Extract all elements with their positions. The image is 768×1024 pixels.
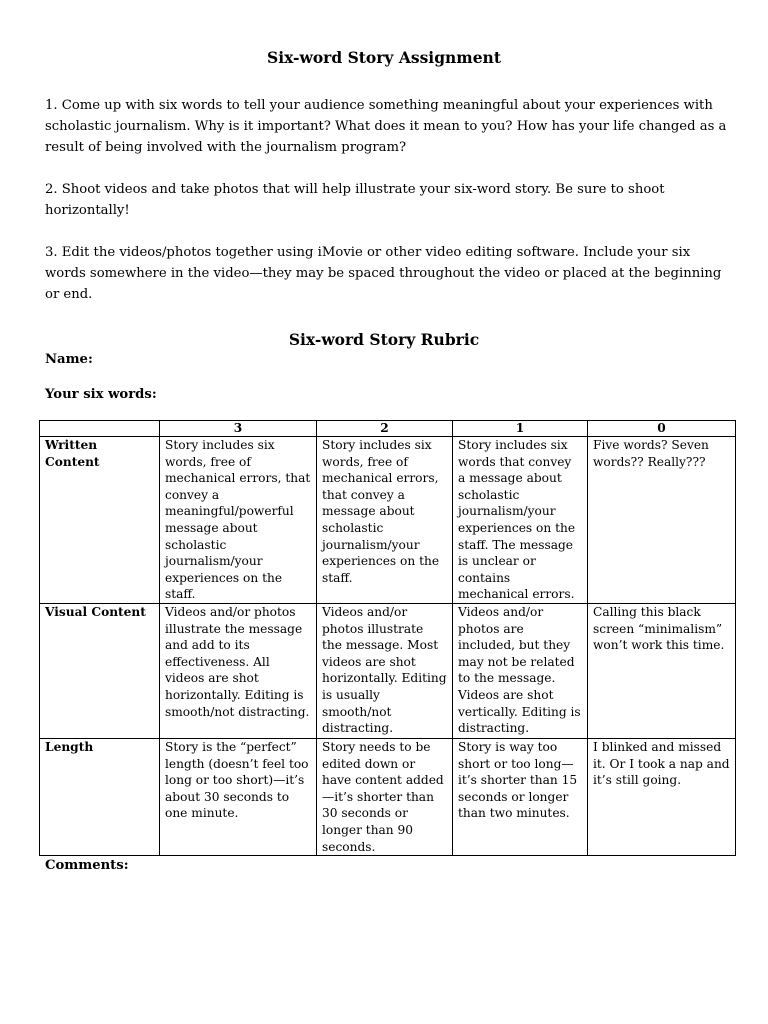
six-words-label: Your six words: <box>45 387 157 402</box>
table-row <box>40 603 736 738</box>
table-row <box>40 437 736 604</box>
table-cell: Story is way too short or too long—it’s shorter than 15 seconds or longer than two minutes. <box>453 738 588 855</box>
rubric-header-row <box>40 421 736 437</box>
criterion-written-content: Written Content <box>40 437 160 604</box>
table-cell: Story needs to be edited down or have content added—it’s shorter than 30 seconds or longer than 90 seconds. <box>317 738 453 855</box>
comments-label: Comments: <box>45 858 129 873</box>
assignment-title: Six-word Story Assignment <box>267 48 501 67</box>
table-cell: Videos and/or photos illustrate the message and add to its effectiveness. All videos are shot horizontally. Editing is smooth/not distracting. <box>160 603 317 738</box>
table-cell: Videos and/or photos illustrate the message. Most videos are shot horizontally. Editing is usually smooth/not distracting. <box>317 603 453 738</box>
rubric-title: Six-word Story Rubric <box>288 330 480 349</box>
criterion-visual-content: Visual Content <box>40 603 160 738</box>
assignment-step-3: 3. Edit the videos/photos together using iMovie or other video editing software. Include your six words somewhere in the video—they may be spaced throughout the video or placed at the beginning or end. <box>45 245 722 302</box>
table-cell: Story is the “perfect” length (doesn’t feel too long or too short)—it’s about 30 seconds to one minute. <box>160 738 317 855</box>
table-cell: Story includes six words that convey a message about scholastic journalism/your experiences on the staff. The message is unclear or contains mechanical errors. <box>453 437 588 604</box>
table-cell: Five words? Seven words?? Really??? <box>588 437 736 604</box>
name-label: Name: <box>45 352 93 367</box>
table-cell: Story includes six words, free of mechanical errors, that convey a message about scholastic journalism/your experiences on the staff. <box>317 437 453 604</box>
assignment-step-2: 2. Shoot videos and take photos that will help illustrate your six-word story. Be sure to shoot horizontally! <box>45 182 665 218</box>
table-row <box>40 738 736 855</box>
rubric-header-score-0: 0 <box>588 421 736 437</box>
table-cell: Story includes six words, free of mechanical errors, that convey a meaningful/powerful message about scholastic journalism/your experiences on the staff. <box>160 437 317 604</box>
criterion-length: Length <box>40 738 160 855</box>
table-cell: I blinked and missed it. Or I took a nap and it’s still going. <box>588 738 736 855</box>
rubric-header-score-1: 1 <box>453 421 588 437</box>
rubric-header-criterion <box>40 421 160 437</box>
rubric-table <box>39 420 736 856</box>
assignment-step-1: 1. Come up with six words to tell your audience something meaningful about your experiences with scholastic journalism. Why is it important? What does it mean to you? How has your life changed as a result of being involved with the journalism program? <box>45 98 727 155</box>
rubric-header-score-2: 2 <box>317 421 453 437</box>
table-cell: Videos and/or photos are included, but they may not be related to the message. Videos are shot vertically. Editing is distracting. <box>453 603 588 738</box>
table-cell: Calling this black screen “minimalism” won’t work this time. <box>588 603 736 738</box>
rubric-header-score-3: 3 <box>160 421 317 437</box>
